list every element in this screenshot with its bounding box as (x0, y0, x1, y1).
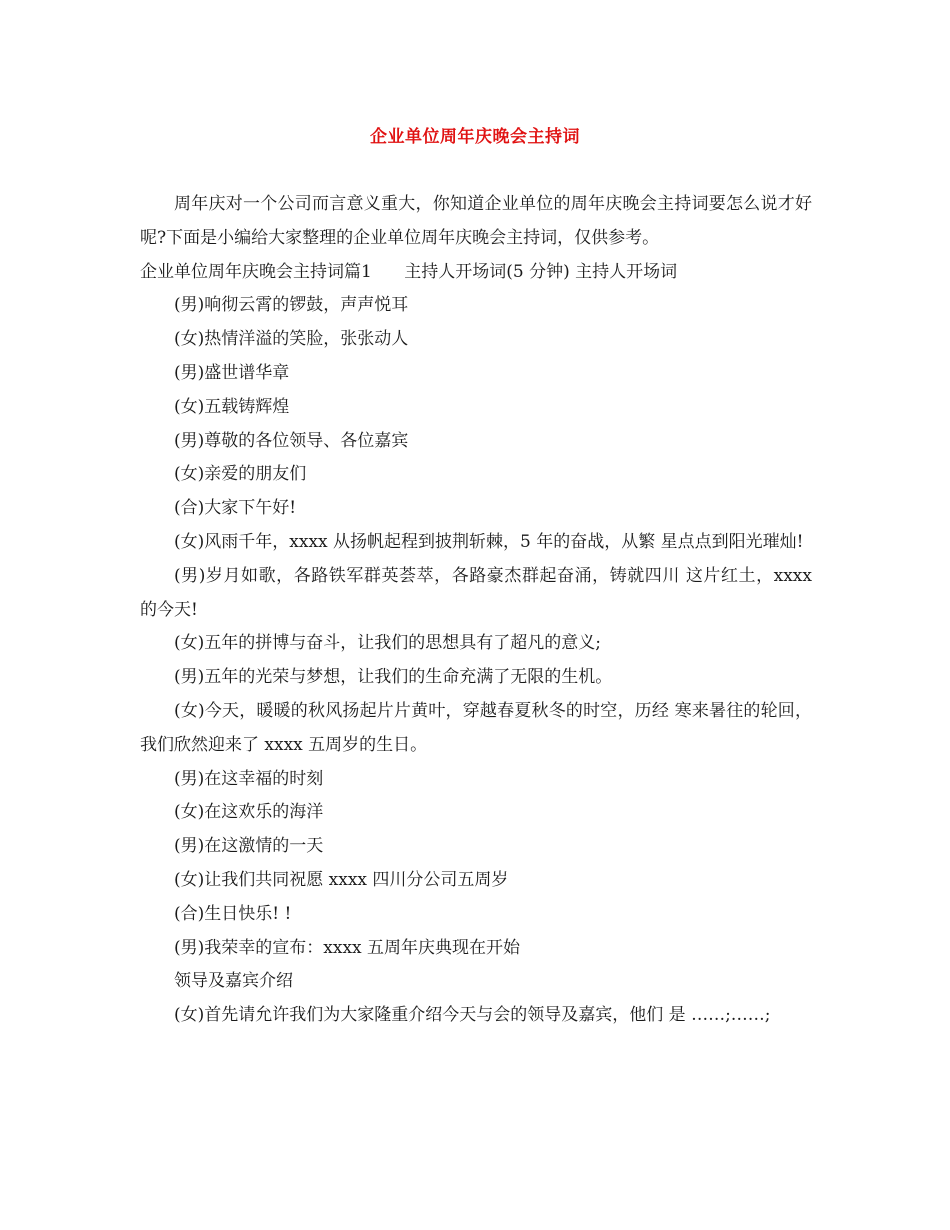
paragraph: (男)在这激情的一天 (174, 836, 324, 857)
document-title: 企业单位周年庆晚会主持词 (370, 127, 580, 147)
paragraph: (女)热情洋溢的笑脸，张张动人 (174, 329, 409, 350)
paragraph: (女)五年的拼博与奋斗，让我们的思想具有了超凡的意义; (174, 633, 601, 654)
paragraph: (女)让我们共同祝愿 xxxx 四川分公司五周岁 (174, 869, 509, 890)
paragraph: 周年庆对一个公司而言意义重大，你知道企业单位的周年庆晚会主持词要怎么说才好呢?下面是小编给大家整理的企业单位周年庆晚会主持词，仅供参考。 (140, 194, 812, 248)
document-body (140, 188, 812, 1033)
paragraph: (男)在这幸福的时刻 (174, 768, 324, 789)
paragraph: (女)首先请允许我们为大家隆重介绍今天与会的领导及嘉宾，他们 是 ……;……; (174, 1005, 771, 1026)
paragraph: (男)盛世谱华章 (174, 362, 290, 383)
paragraph: (女)亲爱的朋友们 (174, 464, 307, 485)
paragraph: (男)尊敬的各位领导、各位嘉宾 (174, 430, 409, 451)
paragraph: (女)今天，暖暖的秋风扬起片片黄叶，穿越春夏秋冬的时空，历经 寒来暑往的轮回，我们欣然迎来了 xxxx 五周岁的生日。 (140, 700, 812, 755)
paragraph: (男)岁月如歌，各路铁军群英荟萃，各路豪杰群起奋涌，铸就四川 这片红土，xxxx 的今天! (140, 565, 812, 620)
paragraph: (女)在这欢乐的海洋 (174, 802, 324, 823)
paragraph: (女)五载铸辉煌 (174, 396, 290, 417)
paragraph: (男)响彻云霄的锣鼓，声声悦耳 (174, 295, 409, 316)
paragraph: (合)大家下午好! (174, 498, 297, 519)
paragraph: (女)风雨千年，xxxx 从扬帆起程到披荆斩棘，5 年的奋战，从繁 星点点到阳光璀灿! (174, 531, 804, 552)
paragraph: (男)五年的光荣与梦想，让我们的生命充满了无限的生机。 (174, 667, 613, 688)
paragraph: (合)生日快乐! ! (174, 903, 292, 924)
paragraph: 领导及嘉宾介绍 (174, 971, 293, 992)
paragraph: 企业单位周年庆晚会主持词篇1 主持人开场词(5 分钟) 主持人开场词 (140, 261, 678, 282)
paragraph: (男)我荣幸的宣布：xxxx 五周年庆典现在开始 (174, 937, 521, 958)
